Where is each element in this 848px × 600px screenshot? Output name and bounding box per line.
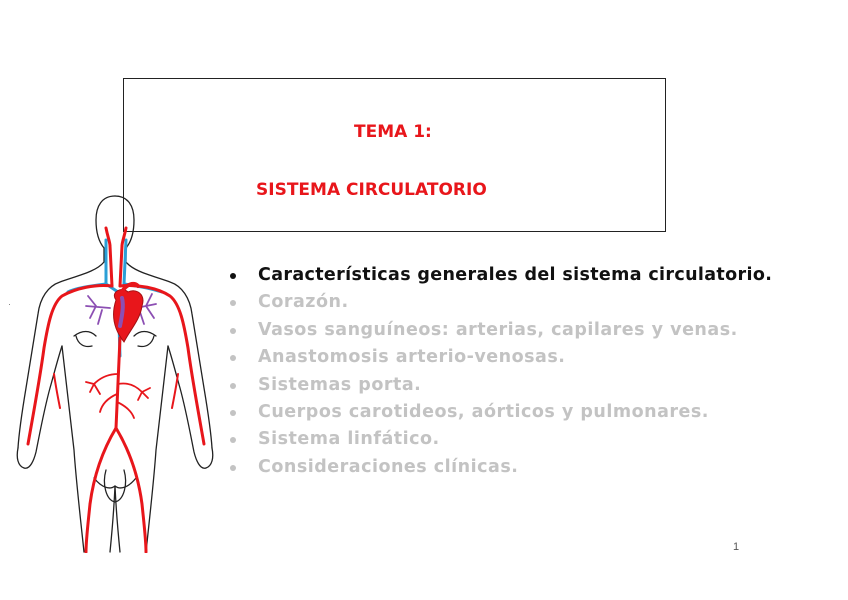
- topic-item-sistemas-porta: Sistemas porta.: [226, 372, 772, 399]
- topic-item-corazon: Corazón.: [226, 289, 772, 316]
- topic-item-cuerpos: Cuerpos carotideos, aórticos y pulmonares.: [226, 399, 772, 426]
- topic-item-linfatico: Sistema linfático.: [226, 426, 772, 453]
- slide-title-topic: TEMA 1:: [354, 122, 432, 142]
- topic-item-generalidades: Características generales del sistema circulatorio.: [226, 262, 772, 289]
- topic-item-clinicas: Consideraciones clínicas.: [226, 454, 772, 481]
- topic-item-anastomosis: Anastomosis arterio-venosas.: [226, 344, 772, 371]
- topic-item-vasos: Vasos sanguíneos: arterias, capilares y venas.: [226, 317, 772, 344]
- topic-list: [226, 262, 772, 481]
- slide-title-subject: SISTEMA CIRCULATORIO: [256, 180, 487, 200]
- circulatory-system-illustration: [10, 188, 220, 553]
- page-number: 1: [733, 541, 740, 553]
